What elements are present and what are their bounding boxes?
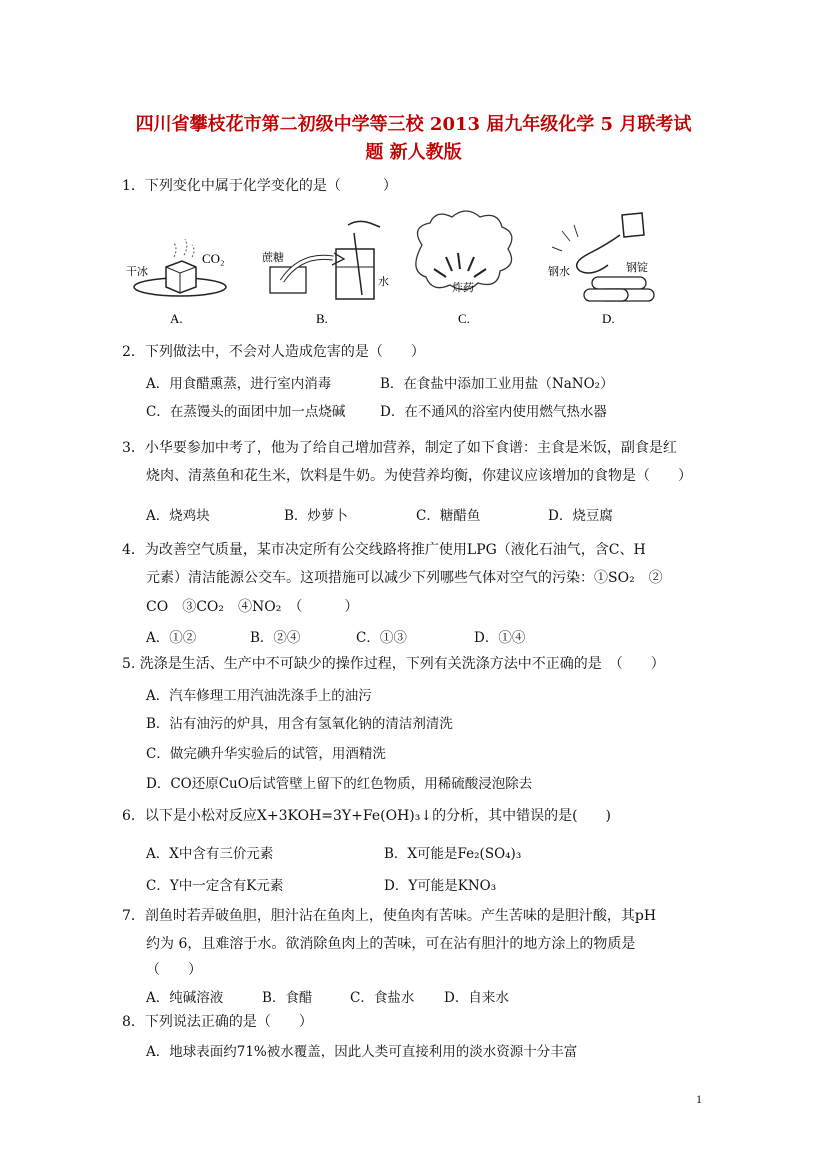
question-6-option-d: D．Y可能是KNO₃ <box>384 878 497 894</box>
question-3-option-d: D．烧豆腐 <box>548 508 613 524</box>
figure-d-steel-casting <box>548 213 654 326</box>
question-3-option-c: C．糖醋鱼 <box>416 508 481 524</box>
question-2-option-a: A．用食醋熏蒸，进行室内消毒 <box>146 376 332 392</box>
question-4-option-c: C．①③ <box>356 630 407 646</box>
figure-b-text2: 水 <box>378 275 389 288</box>
question-4-option-d: D．①④ <box>474 630 526 646</box>
question-6-option-c: C．Y中一定含有K元素 <box>146 878 284 894</box>
question-7-option-a: A．纯碱溶液 <box>146 990 224 1006</box>
question-2-option-d: D．在不通风的浴室内使用燃气热水器 <box>380 404 607 420</box>
figure-d-label: D. <box>602 311 615 326</box>
question-6-stem: 6．以下是小松对反应X+3KOH=3Y+Fe(OH)₃↓的分析，其中错误的是( ) <box>122 808 612 824</box>
document-title-line2: 题 新人教版 <box>365 142 462 163</box>
question-1-figure <box>122 205 682 335</box>
question-2-stem: 2．下列做法中，不会对人造成危害的是（ ） <box>122 344 425 360</box>
question-7-stem-1: 7．剖鱼时若弄破鱼胆，胆汁沾在鱼肉上，使鱼肉有苦味。产生苦味的是胆汁酸，其pH <box>122 908 657 924</box>
question-2-option-b: B．在食盐中添加工业用盐（NaNO₂） <box>380 376 614 392</box>
figure-b-text1: 蔗糖 <box>262 251 284 264</box>
figure-d-text2: 钢锭 <box>626 261 648 274</box>
question-5-stem: 5. 洗涤是生活、生产中不可缺少的操作过程，下列有关洗涤方法中不正确的是 （ ） <box>122 656 665 672</box>
question-8-option-a: A．地球表面约71%被水覆盖，因此人类可直接利用的淡水资源十分丰富 <box>146 1044 578 1060</box>
question-5-option-c: C．做完碘升华实验后的试管，用酒精洗 <box>146 746 386 762</box>
question-3-stem-1: 3．小华要参加中考了，他为了给自己增加营养，制定了如下食谱：主食是米饭，副食是红 <box>122 440 677 456</box>
question-7-option-c: C．食盐水 <box>350 990 415 1006</box>
question-3-stem-2: 烧肉、清蒸鱼和花生米，饮料是牛奶。为使营养均衡，你建议应该增加的食物是（ ） <box>146 468 692 484</box>
question-4-stem-1: 4．为改善空气质量，某市决定所有公交线路将推广使用LPG（液化石油气，含C、H <box>122 542 646 558</box>
question-4-option-a: A．①② <box>146 630 197 646</box>
question-4-stem-2: 元素）清洁能源公交车。这项措施可以减少下列哪些气体对空气的污染：①SO₂ ② <box>146 570 663 586</box>
question-4-stem-3: CO ③CO₂ ④NO₂ （ ） <box>146 599 359 615</box>
question-5-option-a: A．汽车修理工用汽油洗涤手上的油污 <box>146 688 372 704</box>
question-3-option-a: A．烧鸡块 <box>146 508 210 524</box>
figure-a-text2: CO₂ <box>202 251 225 266</box>
figure-d-text1: 钢水 <box>548 265 570 278</box>
question-3-option-b: B．炒萝卜 <box>284 508 348 524</box>
question-7-option-d: D．自来水 <box>444 990 509 1006</box>
question-4-option-b: B．②④ <box>250 630 301 646</box>
figure-a-label: A. <box>170 311 183 326</box>
figure-a-dry-ice <box>126 239 226 326</box>
question-7-stem-2: 约为 6，且难溶于水。欲消除鱼肉上的苦味，可在沾有胆汁的地方涂上的物质是 <box>146 936 636 952</box>
page-number: 1 <box>696 1092 702 1106</box>
question-5-option-b: B．沾有油污的炉具，用含有氢氧化钠的清洁剂清洗 <box>146 716 453 732</box>
question-1-stem: 1．下列变化中属于化学变化的是（ ） <box>122 178 397 194</box>
document-title-line1: 四川省攀枝花市第二初级中学等三校 2013 届九年级化学 5 月联考试 <box>135 114 692 135</box>
question-5-option-d: D．CO还原CuO后试管壁上留下的红色物质，用稀硫酸浸泡除去 <box>146 776 533 792</box>
figure-c-label: C. <box>458 311 470 326</box>
figure-c-text1: 炸药 <box>452 281 474 294</box>
figure-b-sugar-water <box>262 221 389 326</box>
question-6-option-b: B．X可能是Fe₂(SO₄)₃ <box>384 846 522 862</box>
figure-c-explosion <box>416 211 512 326</box>
figure-b-label: B. <box>316 311 328 326</box>
question-6-option-a: A．X中含有三价元素 <box>146 846 274 862</box>
question-7-stem-3: （ ） <box>146 962 202 978</box>
question-2-option-c: C．在蒸馒头的面团中加一点烧碱 <box>146 404 346 420</box>
figure-a-text1: 干冰 <box>126 265 148 278</box>
question-7-option-b: B．食醋 <box>262 990 313 1006</box>
question-8-stem: 8．下列说法正确的是（ ） <box>122 1014 313 1030</box>
